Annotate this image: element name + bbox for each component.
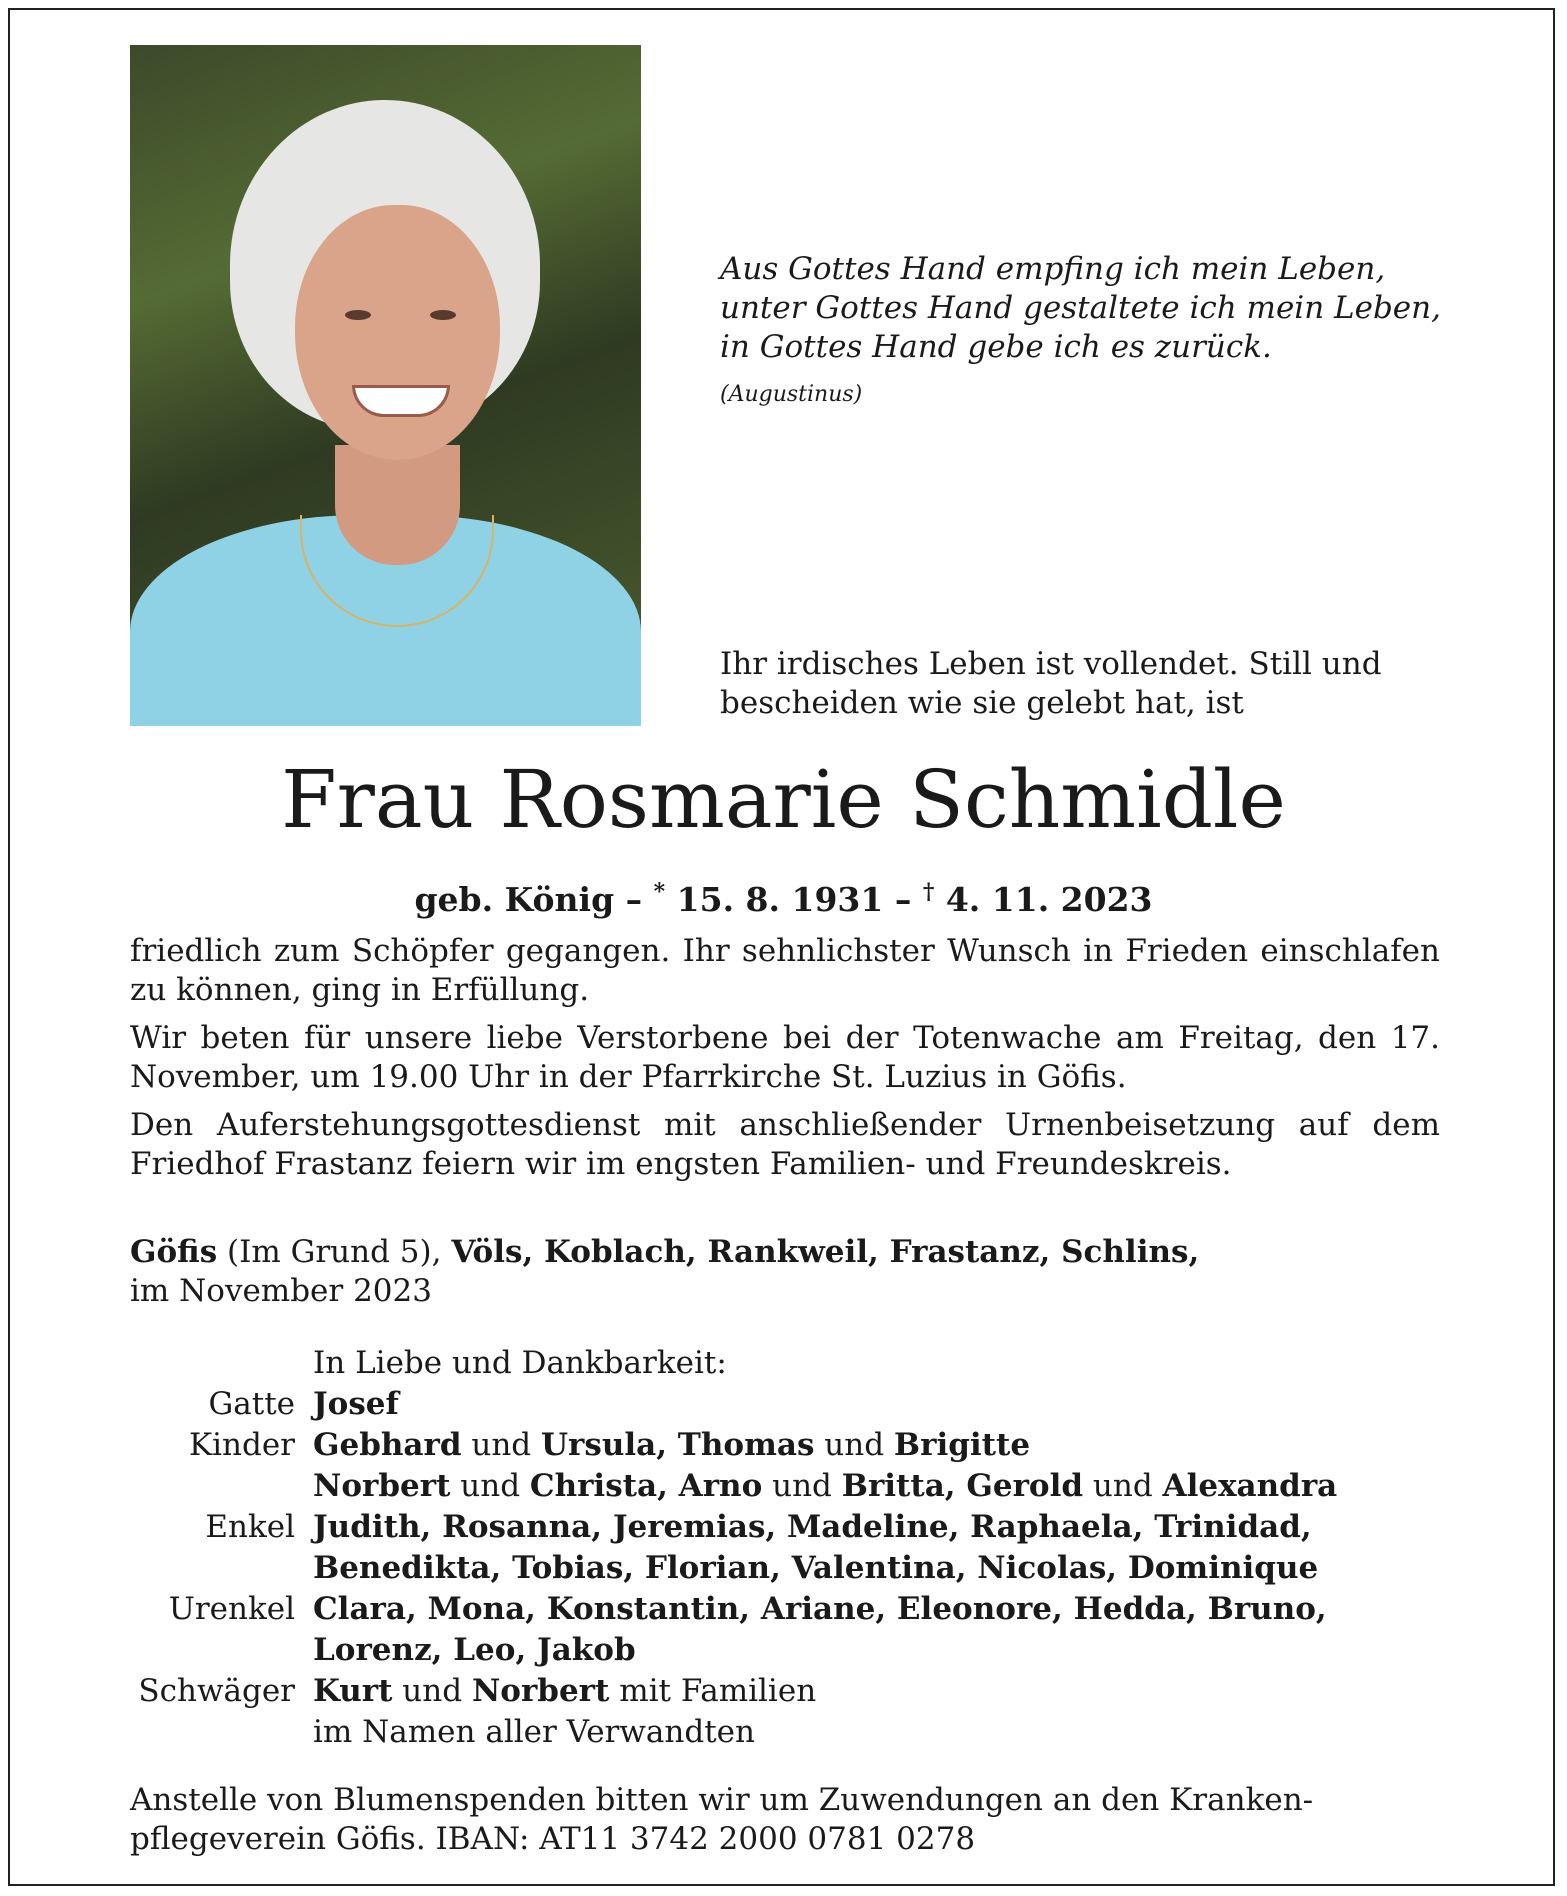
- death-symbol: †: [922, 879, 935, 905]
- quote-source: (Augustinus): [720, 382, 863, 407]
- family-label: Urenkel: [168, 1591, 295, 1627]
- birth-symbol: *: [653, 879, 666, 905]
- family-label: Enkel: [205, 1509, 295, 1545]
- places-line: Göfis (Im Grund 5), Völs, Koblach, Rankweil, Frastanz, Schlins, im November 2023: [130, 1233, 1440, 1311]
- life-dates: geb. König – * 15. 8. 1931 – † 4. 11. 2023: [414, 879, 1153, 919]
- birth-date: 15. 8. 1931: [665, 880, 884, 919]
- donation-note: Anstelle von Blumenspenden bitten wir um Zuwendungen an den Kranken- pflegeverein Göfis. IBAN: AT11 3742 2000 0781 0278: [130, 1781, 1440, 1859]
- family-label: Kinder: [188, 1427, 295, 1463]
- quote-line: unter Gottes Hand gestaltete ich mein Leben,: [720, 290, 1441, 326]
- bible-quote: [720, 250, 1480, 414]
- quote-line: Aus Gottes Hand empfing ich mein Leben,: [720, 251, 1386, 287]
- iban-line: pflegeverein Göfis. IBAN: AT11 3742 2000 0781 0278: [130, 1821, 976, 1857]
- intro-text: Ihr irdisches Leben ist vollendet. Still und bescheiden wie sie gelebt hat, ist: [720, 646, 1382, 721]
- paragraph: friedlich zum Schöpfer gegangen. Ihr sehnlichster Wunsch in Frieden einschlafen zu können, ging in Erfüllung.: [130, 933, 1440, 1008]
- portrait-photo: [130, 45, 641, 726]
- paragraph: Den Auferstehungsgottesdienst mit anschließender Urnenbeisetzung auf dem Friedhof Frastanz feiern wir im engsten Familien- und Freundeskreis.: [130, 1107, 1440, 1182]
- death-date: 4. 11. 2023: [934, 880, 1153, 919]
- family-label: Schwäger: [138, 1673, 295, 1709]
- deceased-name: Frau Rosmarie Schmidle: [281, 753, 1286, 846]
- quote-line: in Gottes Hand gebe ich es zurück.: [720, 329, 1272, 365]
- announcement-body: [130, 932, 1440, 1193]
- family-label: Gatte: [208, 1386, 295, 1422]
- family-list: In Liebe und Dankbarkeit: Gatte Josef Kinder Gebhard und Ursula, Thomas und Brigitte Norbert und Christa, Arno und Britta, Gerold und Alexandra Enkel Judith, Rosanna, Jeremias, Madeline, Raphaela, Trinidad, Benedikta, Tobias, Florian, Valentina, Nicolas, Dominique Urenkel Clara, Mona, Konstantin, Ariane, Eleonore, Hedda, Bruno, Lorenz, Leo, Jakob Schwäger Kurt und Norbert mit Familien im Namen aller Verwandten: [130, 1343, 1450, 1753]
- paragraph: Wir beten für unsere liebe Verstorbene bei der Totenwache am Freitag, den 17. November, um 19.00 Uhr in der Pfarrkirche St. Luzius in Göfis.: [130, 1020, 1440, 1095]
- place-date: im November 2023: [130, 1273, 432, 1309]
- family-heading: In Liebe und Dankbarkeit:: [313, 1345, 727, 1381]
